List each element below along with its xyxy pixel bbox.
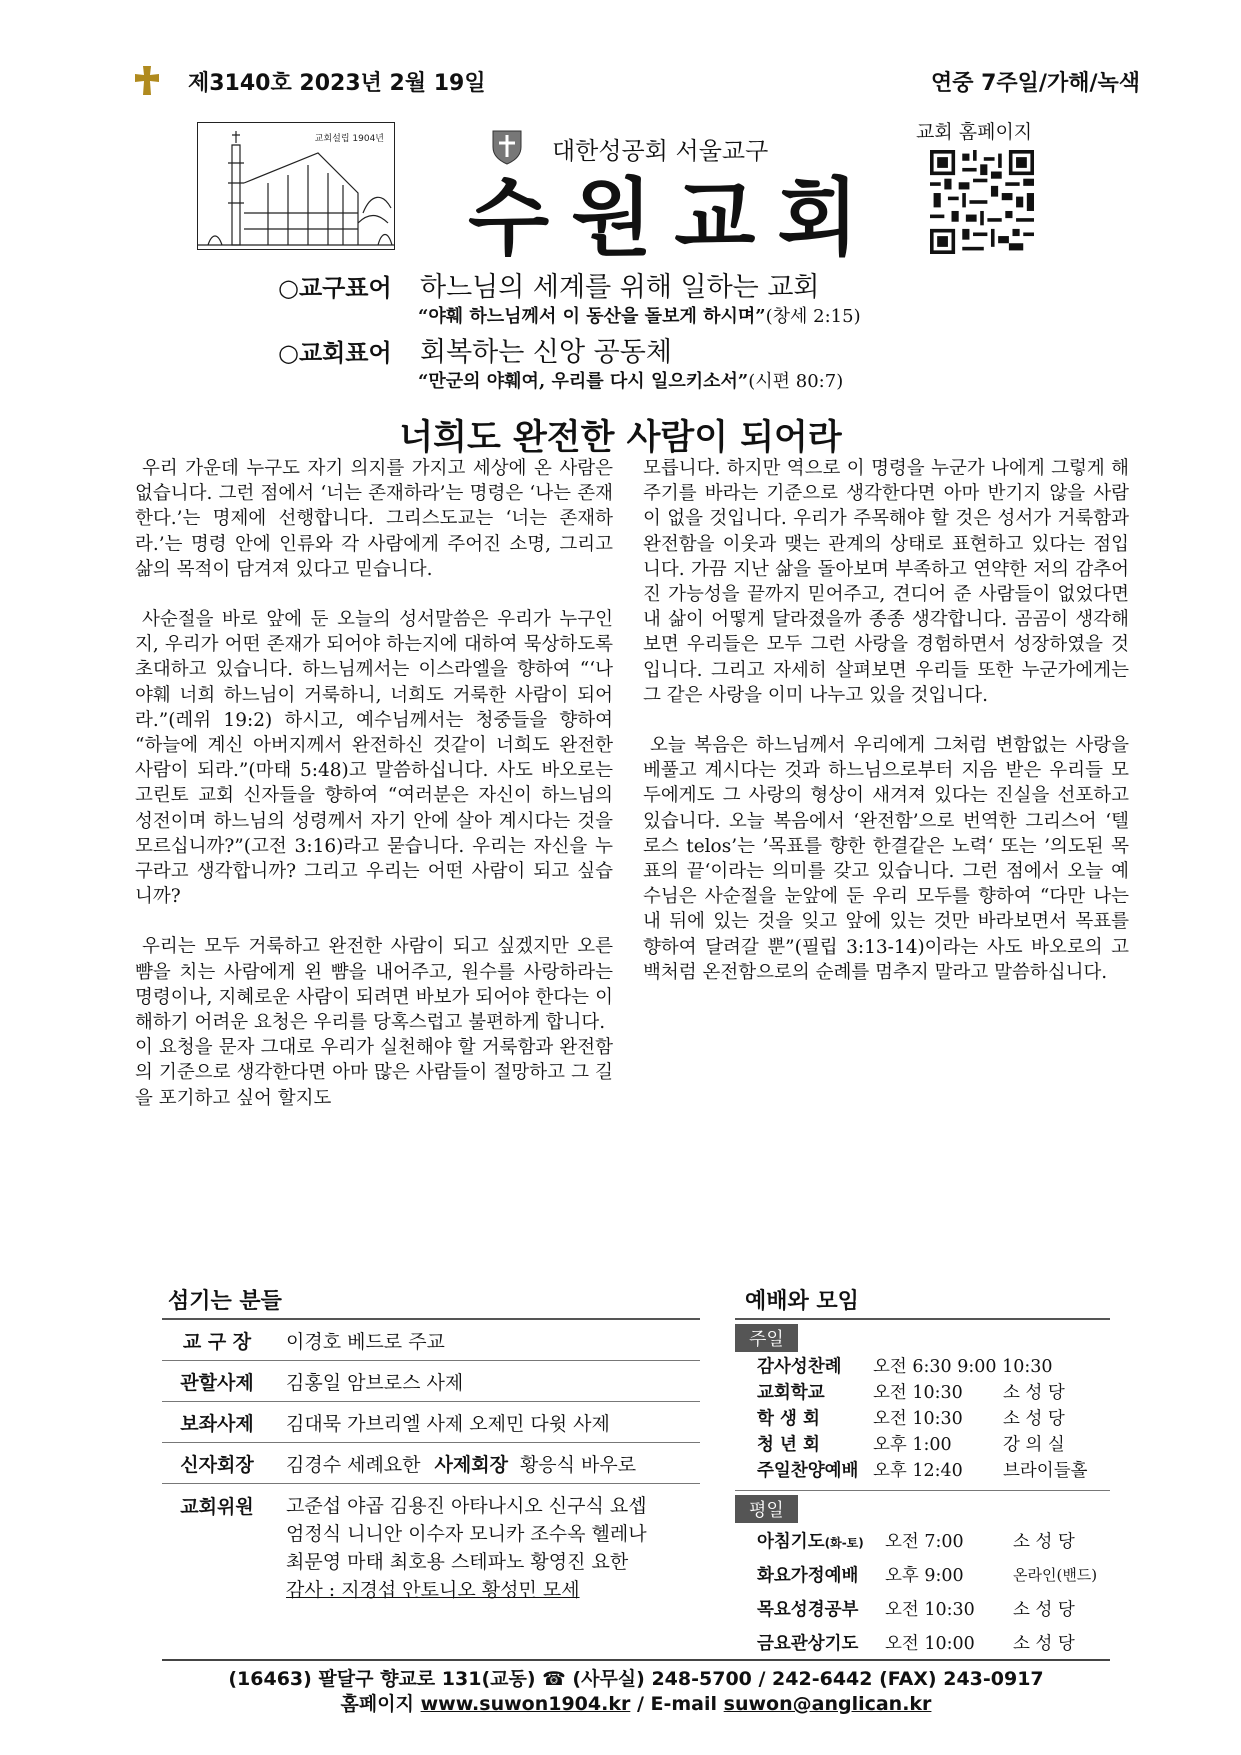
- service-time: 오전 10:30: [873, 1382, 963, 1403]
- service-time: 오후 1:00: [873, 1434, 952, 1455]
- role-label: 보좌사제: [180, 1412, 254, 1435]
- established-label: 교회설립 1904년: [314, 134, 384, 144]
- cross-icon: [130, 64, 164, 98]
- role-label: 신자회장: [180, 1453, 254, 1476]
- email-label: / E-mail: [636, 1693, 718, 1715]
- sermon-column-right: [643, 456, 1129, 985]
- motto-key: ○교회표어: [278, 339, 392, 367]
- schedule-row: [735, 1378, 1110, 1404]
- schedule-row: [735, 1625, 1110, 1659]
- weekday-label: 평일: [735, 1495, 798, 1523]
- service-days: (화-토): [824, 1535, 864, 1550]
- diocese-name: 대한성공회 서울교구: [552, 137, 769, 165]
- verse-ref: (시편 80:7): [748, 371, 844, 392]
- service-time: 오후 12:40: [873, 1460, 963, 1481]
- service-name: 교회학교: [757, 1382, 825, 1403]
- motto-text: 회복하는 신앙 공동체: [420, 337, 672, 368]
- issue-info: 제3140호 2023년 2월 19일: [188, 71, 486, 96]
- diocese-motto: [278, 268, 820, 303]
- committee-members: [272, 1492, 700, 1604]
- schedule-row: [735, 1591, 1110, 1625]
- service-place: 소 성 당: [1013, 1633, 1075, 1654]
- service-place: 소 성 당: [1013, 1531, 1075, 1552]
- sermon-paragraph: 오늘 복음은 하느님께서 우리에게 그처럼 변함없는 사랑을 베풀고 계시다는 것과 하느님으로부터 지음 받은 우리들 모두에게도 그 사랑의 형상이 새겨져 있다는 진실을 선포하고 있습니다. 오늘 복음에서 ‘완전함’으로 번역한 그리스어 ‘텔로스 telos’는 ’목표를 향한 한결같은 노력‘ 또는 ’의도된 목표의 끝‘이라는 의미를 갖고 있습니다. 그런 점에서 오늘 예수님은 사순절을 눈앞에 둔 우리 모두를 향하여 “다만 나는 내 뒤에 있는 것을 잊고 앞에 있는 것만 바라보면서 목표를 향하여 달려갈 뿐”(필립 3:13-14)이라는 사도 바오로의 고백처럼 온전함으로의 순례를 멈추지 말라고 말씀하십니다.: [643, 735, 1129, 983]
- service-name: 화요가정예배: [757, 1565, 859, 1586]
- service-name: [735, 1528, 885, 1553]
- sermon-title: 너희도 완전한 사람이 되어라: [399, 418, 842, 458]
- address: (16463) 팔달구 향교로 131(교동) ☎ (사무실) 248-5700 / 242-6442 (FAX) 243-0917: [228, 1668, 1044, 1690]
- church-name: 수원교회: [468, 168, 881, 267]
- committee-line: 엄정식 니니안 이수자 모니카 조수옥 헬레나: [286, 1523, 647, 1545]
- role-person-secondary: 황응식 바우로: [519, 1453, 637, 1476]
- table-row: [162, 1320, 700, 1361]
- service-time: 오전 10:30: [885, 1599, 975, 1620]
- service-place: 온라인(밴드): [1013, 1565, 1098, 1584]
- service-name: 학 생 회: [757, 1408, 820, 1429]
- table-row-committee: [162, 1484, 700, 1614]
- worship-schedule: [735, 1318, 1110, 1659]
- role-person: 이경호 베드로 주교: [286, 1330, 445, 1353]
- schedule-row: [735, 1456, 1110, 1482]
- service-place: 소 성 당: [1013, 1599, 1075, 1620]
- service-name-text: 아침기도: [757, 1531, 825, 1552]
- verse-text: “만군의 야훼여, 우리를 다시 일으키소서”: [418, 371, 749, 392]
- service-name: 금요관상기도: [757, 1633, 859, 1654]
- verse-ref: (창세 2:15): [765, 306, 861, 327]
- role-label: 교 구 장: [182, 1330, 252, 1353]
- schedule-row: [735, 1557, 1110, 1591]
- schedule-row: [735, 1404, 1110, 1430]
- role-person-name: 김경수 세례요한: [286, 1453, 421, 1476]
- table-row: [162, 1443, 700, 1484]
- serve-section-title: 섬기는 분들: [168, 1289, 282, 1314]
- service-time: 오후 9:00: [885, 1565, 964, 1586]
- motto-text: 하느님의 세계를 위해 일하는 교회: [420, 272, 820, 303]
- diocese-motto-verse: [418, 302, 861, 328]
- verse-text: “야훼 하느님께서 이 동산을 돌보게 하시며”: [418, 306, 766, 327]
- sermon-paragraph: 이 요청을 문자 그대로 우리가 실천해야 할 거룩함과 완전함의 기준으로 생각한다면 아마 많은 사람들이 절망하고 그 길을 포기하고 싶어 할지도: [135, 1037, 613, 1109]
- service-time: 오전 10:00: [885, 1633, 975, 1654]
- committee-line: 고준섭 야곱 김용진 아타나시오 신구식 요셉: [286, 1495, 647, 1517]
- schedule-row: [735, 1523, 1110, 1557]
- service-name: 청 년 회: [757, 1434, 820, 1455]
- email-link[interactable]: suwon@anglican.kr: [723, 1693, 932, 1715]
- service-place: 브라이들홀: [1003, 1460, 1088, 1481]
- sermon-paragraph: 사순절을 바로 앞에 둔 오늘의 성서말씀은 우리가 누구인지, 우리가 어떤 존재가 되어야 하는지에 대하여 묵상하도록 초대하고 있습니다. 하느님께서는 이스라엘을 향하여 “‘나 야훼 너희 하느님이 거룩하니, 너희도 거룩한 사람이 되어라.”(레위 19:2) 하시고, 예수님께서는 청중들을 향하여 “하늘에 계신 아버지께서 완전하신 것같이 너희도 완전한 사람이 되라.”(마태 5:48)고 말씀하십니다. 사도 바오로는 고린토 교회 신자들을 향하여 “여러분은 자신이 하느님의 성전이며 하느님의 성령께서 자기 안에 살아 계시다는 것을 모르십니까?”(고전 3:16)라고 묻습니다. 우리는 자신을 누구라고 생각합니까? 그리고 우리는 어떤 사람이 되고 싶습니까?: [135, 609, 613, 908]
- footer: [162, 1659, 1110, 1717]
- homepage-link[interactable]: www.suwon1904.kr: [420, 1693, 631, 1715]
- service-place: 소 성 당: [1003, 1408, 1065, 1429]
- service-time: 오전 7:00: [885, 1531, 964, 1552]
- church-motto: [278, 333, 672, 368]
- service-time: 오전 6:30 9:00 10:30: [873, 1356, 1053, 1377]
- sermon-paragraph: 우리 가운데 누구도 자기 의지를 가지고 세상에 온 사람은 없습니다. 그런 점에서 ‘너는 존재하라’는 명령은 ‘나는 존재한다.’는 명제에 선행합니다. 그리스도교는 ‘너는 존재하라.’는 명령 안에 인류와 각 사람에게 주어진 소명, 그리고 삶의 목적이 담겨져 있다고 믿습니다.: [135, 458, 613, 580]
- service-place: 소 성 당: [1003, 1382, 1065, 1403]
- committee-line-audit: 감사 : 지경섭 안토니오 황성민 모세: [286, 1579, 580, 1601]
- homepage-label: 교회 홈페이지: [916, 121, 1033, 143]
- service-name: 감사성찬례: [757, 1356, 842, 1377]
- schedule-row: [735, 1352, 1110, 1378]
- church-illustration: [197, 122, 395, 250]
- church-motto-verse: [418, 367, 843, 393]
- contact-line: [162, 1692, 1110, 1717]
- schedule-row: [735, 1430, 1110, 1456]
- sunday-label: 주일: [735, 1324, 798, 1352]
- role-label: 교회위원: [180, 1496, 254, 1518]
- role-person: 김대묵 가브리엘 사제 오제민 다윗 사제: [286, 1412, 610, 1435]
- service-place: 강 의 실: [1003, 1434, 1065, 1455]
- service-time: 오전 10:30: [873, 1408, 963, 1429]
- service-name: 주일찬양예배: [757, 1460, 859, 1481]
- worship-section-title: 예배와 모임: [745, 1289, 859, 1314]
- sermon-column-left: [135, 456, 613, 1111]
- motto-key: ○교구표어: [278, 274, 392, 302]
- sermon-paragraph: 모릅니다. 하지만 역으로 이 명령을 누군가 나에게 그렇게 해 주기를 바라는 기준으로 생각한다면 아마 반기지 않을 사람이 없을 것입니다. 우리가 주목해야 할 것은 성서가 거룩함과 완전함을 이웃과 맺는 관계의 상태로 표현하고 있다는 점입니다. 가끔 지난 삶을 돌아보며 부족하고 연약한 저의 감추어진 가능성을 끝까지 믿어주고, 견디어 준 사람들이 없었다면 내 삶이 어떻게 달라졌을까 종종 생각합니다. 곰곰이 생각해보면 우리들은 모두 그런 사랑을 경험하면서 성장하였을 것입니다. 그리고 자세히 살펴보면 우리들 또한 누군가에게는 그 같은 사랑을 이미 나누고 있을 것입니다.: [643, 458, 1129, 706]
- serve-table: [162, 1318, 700, 1614]
- committee-line: 최문영 마태 최호용 스테파노 황영진 요한: [286, 1551, 629, 1573]
- top-bar: [130, 62, 1140, 102]
- sermon-paragraph: 우리는 모두 거룩하고 완전한 사람이 되고 싶겠지만 오른 뺨을 치는 사람에게 왼 뺨을 내어주고, 원수를 사랑하라는 명령이나, 지혜로운 사람이 되려면 바보가 되어야 한다는 이해하기 어려운 요청은 우리를 당혹스럽고 불편하게 합니다.: [135, 936, 613, 1034]
- service-name: 목요성경공부: [757, 1599, 859, 1620]
- role-person: 김홍일 암브로스 사제: [286, 1371, 464, 1394]
- role-label: 관할사제: [180, 1371, 254, 1394]
- table-row: [162, 1361, 700, 1402]
- homepage-label: 홈페이지: [340, 1693, 414, 1715]
- role-person: [272, 1450, 700, 1477]
- liturgical-season: 연중 7주일/가해/녹색: [930, 71, 1140, 96]
- diocese-seal-icon: [490, 127, 524, 165]
- table-row: [162, 1402, 700, 1443]
- role-label-secondary: 사제회장: [434, 1453, 508, 1476]
- qr-code-icon[interactable]: [930, 150, 1034, 254]
